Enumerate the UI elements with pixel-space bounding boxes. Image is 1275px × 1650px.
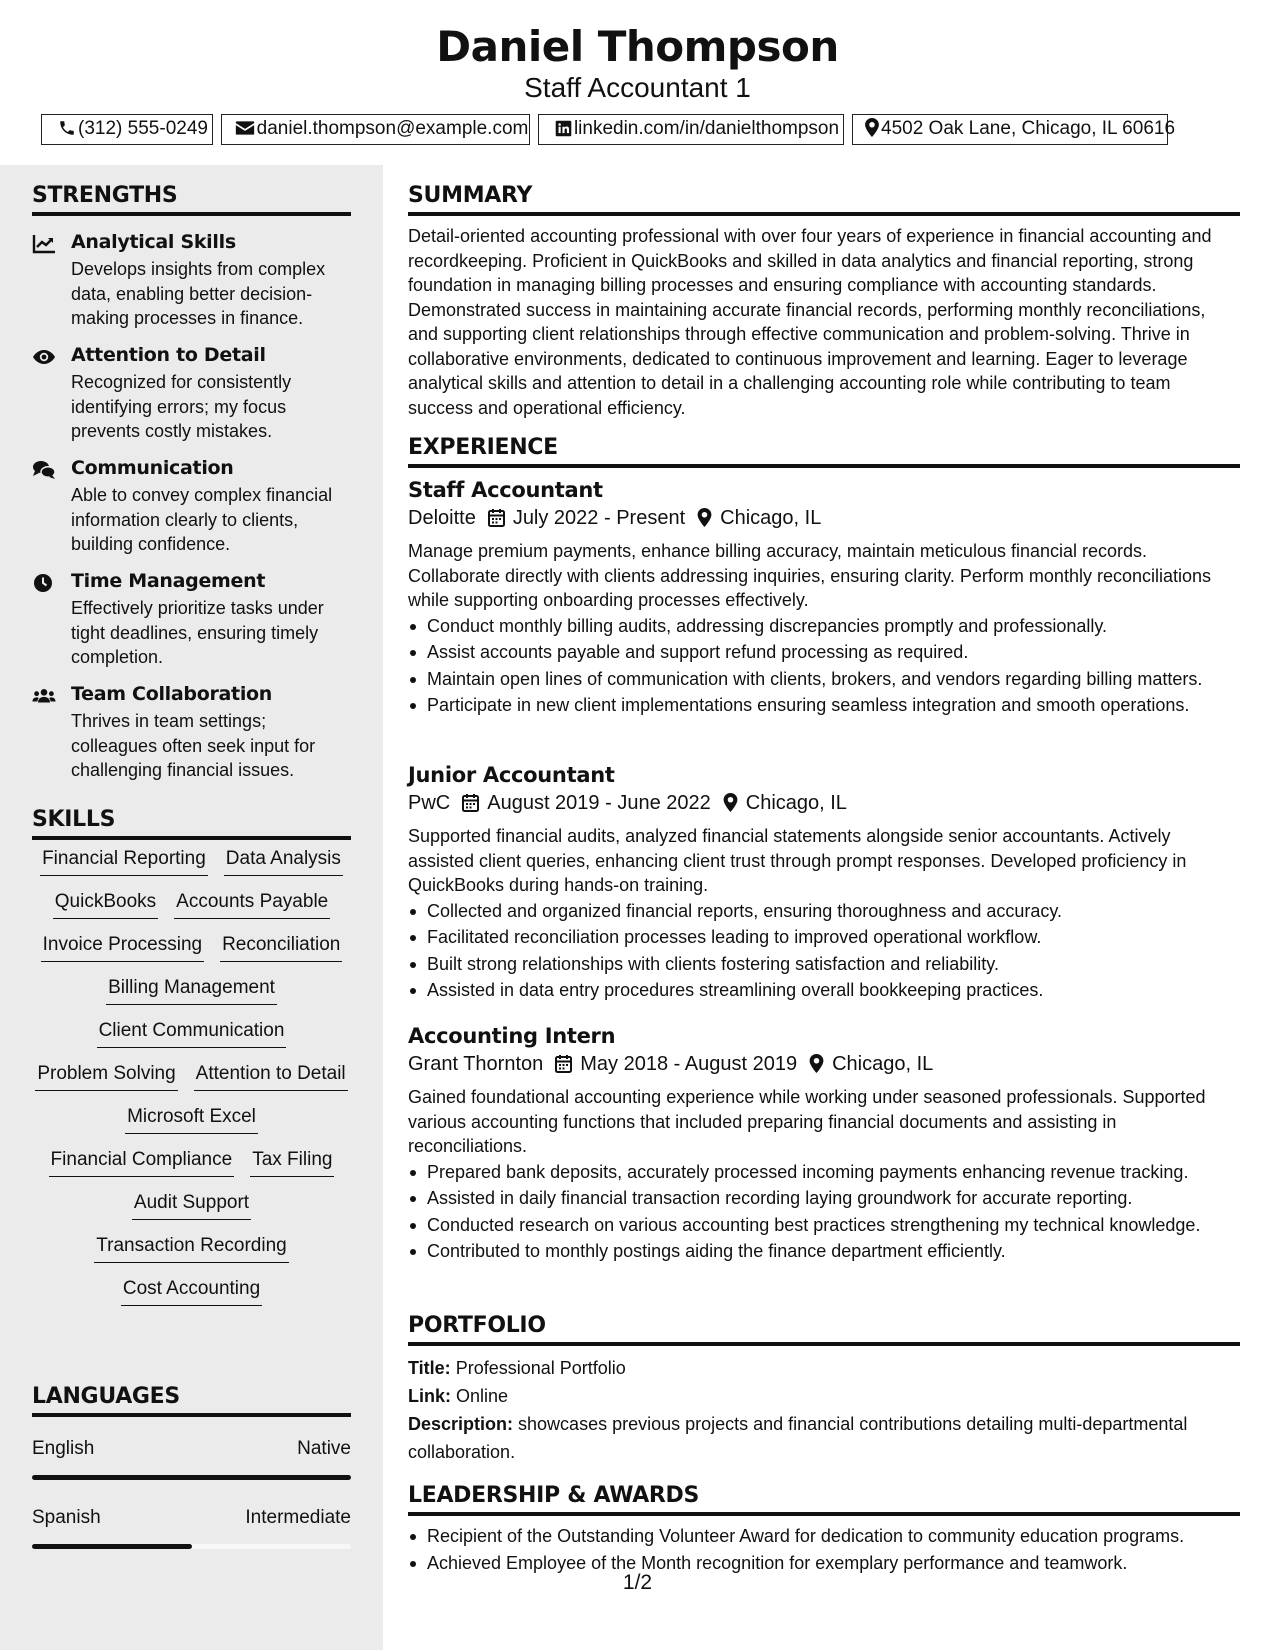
portfolio-title-label: Title: bbox=[408, 1358, 451, 1378]
strength-title: Time Management bbox=[71, 570, 266, 592]
awards-divider bbox=[408, 1512, 1240, 1516]
candidate-name: Daniel Thompson bbox=[436, 22, 839, 71]
skill-tag: Transaction Recording bbox=[94, 1234, 288, 1263]
skills-heading: SKILLS bbox=[32, 807, 116, 832]
skill-tag: Tax Filing bbox=[250, 1148, 334, 1177]
linkedin-icon bbox=[555, 120, 572, 137]
skills-row bbox=[32, 1019, 351, 1048]
contact-address[interactable] bbox=[852, 114, 1176, 145]
strengths-divider bbox=[32, 212, 351, 216]
job-dates: July 2022 - Present bbox=[512, 507, 686, 529]
language-proficiency-fill bbox=[32, 1544, 192, 1549]
job-location: Chicago, IL bbox=[720, 507, 822, 529]
skill-tag: Microsoft Excel bbox=[125, 1105, 258, 1134]
sidebar bbox=[0, 165, 383, 1650]
award-item: Achieved Employee of the Month recognition for exemplary performance and teamwork. bbox=[408, 1551, 1240, 1576]
map-pin-icon bbox=[809, 1054, 824, 1073]
skills-row bbox=[32, 1105, 351, 1134]
strength-title: Analytical Skills bbox=[71, 231, 236, 253]
job-bullet: Maintain open lines of communication with clients, brokers, and vendors regarding billing matters. bbox=[408, 667, 1240, 692]
skills-row bbox=[32, 890, 351, 919]
job-company: Grant Thornton bbox=[408, 1053, 544, 1075]
skill-tag: Client Communication bbox=[97, 1019, 287, 1048]
phone-icon bbox=[58, 119, 76, 137]
awards-list bbox=[408, 1524, 1240, 1575]
job-description: Manage premium payments, enhance billing accuracy, maintain meticulous financial records. Collaborate directly with clients addressing inquiries, ensuring clarity. Perform monthly reconciliations while supporting onboarding processes effectively. bbox=[408, 541, 1212, 610]
portfolio-link-row bbox=[408, 1382, 1240, 1410]
skills-row bbox=[32, 1191, 351, 1220]
job-bullet: Assist accounts payable and support refund processing as required. bbox=[408, 640, 1240, 665]
contact-email[interactable] bbox=[221, 114, 530, 145]
job-bullet: Collected and organized financial reports, ensuring thoroughness and accuracy. bbox=[408, 899, 1240, 924]
skills-row bbox=[32, 933, 351, 962]
experience-divider bbox=[408, 464, 1240, 468]
skills-row bbox=[32, 1277, 351, 1306]
experience-section bbox=[408, 435, 1240, 468]
strength-desc: Effectively prioritize tasks under tight deadlines, ensuring timely completion. bbox=[71, 598, 324, 667]
map-pin-icon bbox=[865, 118, 879, 137]
skill-tag: Cost Accounting bbox=[121, 1277, 262, 1306]
skills-row bbox=[32, 1148, 351, 1177]
skills-section bbox=[32, 807, 351, 1337]
skills-row bbox=[32, 847, 351, 876]
contact-linkedin-text: linkedin.com/in/danielthompson bbox=[573, 118, 840, 139]
portfolio-link-label: Link: bbox=[408, 1386, 451, 1406]
award-item: Recipient of the Outstanding Volunteer Award for dedication to community education programs. bbox=[408, 1524, 1240, 1549]
job-description: Gained foundational accounting experience while working under seasoned professionals. Supported various accounting functions that included preparing financial documents and assisting in reconciliations. bbox=[408, 1087, 1206, 1156]
skill-tag: Audit Support bbox=[132, 1191, 251, 1220]
portfolio-desc-value: showcases previous projects and financial contributions detailing multi-departmental collaboration. bbox=[408, 1414, 1188, 1462]
chart-line-icon bbox=[32, 234, 56, 254]
candidate-title: Staff Accountant 1 bbox=[524, 72, 751, 103]
job-bullets bbox=[408, 899, 1240, 1003]
envelope-icon bbox=[235, 119, 255, 137]
contact-phone[interactable] bbox=[41, 114, 213, 145]
skill-tag: Data Analysis bbox=[224, 847, 343, 876]
job-bullet: Conduct monthly billing audits, addressing discrepancies promptly and professionally. bbox=[408, 614, 1240, 639]
language-level: Intermediate bbox=[245, 1507, 351, 1528]
skill-tag: Attention to Detail bbox=[194, 1062, 348, 1091]
job-location: Chicago, IL bbox=[832, 1053, 934, 1075]
strength-title: Team Collaboration bbox=[71, 683, 273, 705]
language-proficiency-fill bbox=[32, 1475, 351, 1480]
skill-tag: Financial Reporting bbox=[40, 847, 208, 876]
skill-tag: Problem Solving bbox=[35, 1062, 177, 1091]
job-title: Staff Accountant bbox=[408, 478, 603, 502]
contact-address-text: 4502 Oak Lane, Chicago, IL 60616 bbox=[881, 118, 1176, 139]
job-dates: August 2019 - June 2022 bbox=[487, 792, 711, 814]
contact-email-text: daniel.thompson@example.com bbox=[256, 118, 529, 139]
job-title: Accounting Intern bbox=[408, 1024, 616, 1048]
portfolio-link[interactable]: Online bbox=[456, 1386, 509, 1406]
job-description: Supported financial audits, analyzed financial statements alongside senior accountants. Actively assisted client queries, enhancing client trust through prompt responses. Developed proficiency in QuickBooks during hands-on training. bbox=[408, 826, 1187, 895]
job-bullet: Built strong relationships with clients fostering satisfaction and reliability. bbox=[408, 952, 1240, 977]
skills-list bbox=[32, 807, 351, 1327]
language-proficiency-bar bbox=[32, 1475, 351, 1480]
language-name: English bbox=[32, 1438, 95, 1459]
skill-tag: Invoice Processing bbox=[41, 933, 204, 962]
strength-desc: Able to convey complex financial information clearly to clients, building confidence. bbox=[71, 485, 333, 554]
page-number: 1/2 bbox=[622, 1571, 653, 1594]
portfolio-title-row bbox=[408, 1354, 1240, 1382]
language-proficiency-bar bbox=[32, 1544, 351, 1549]
skills-row bbox=[32, 1234, 351, 1263]
summary-divider bbox=[408, 212, 1240, 216]
strength-desc: Develops insights from complex data, enabling better decision-making processes in finance. bbox=[71, 259, 326, 328]
calendar-icon bbox=[555, 1054, 572, 1073]
portfolio-desc-label: Description: bbox=[408, 1414, 514, 1434]
experience-heading: EXPERIENCE bbox=[408, 435, 558, 460]
users-icon bbox=[32, 686, 56, 706]
job-location: Chicago, IL bbox=[745, 792, 847, 814]
skills-row bbox=[32, 976, 351, 1005]
job-bullets bbox=[408, 1160, 1240, 1264]
job-meta bbox=[408, 789, 1240, 817]
job-meta bbox=[408, 504, 1240, 532]
job-bullet: Prepared bank deposits, accurately processed incoming payments enhancing revenue tracking. bbox=[408, 1160, 1240, 1185]
summary-section bbox=[408, 183, 1240, 420]
job-title: Junior Accountant bbox=[408, 763, 615, 787]
strength-title: Attention to Detail bbox=[71, 344, 266, 366]
strengths-heading: STRENGTHS bbox=[32, 183, 178, 208]
awards-section bbox=[408, 1483, 1240, 1577]
language-name: Spanish bbox=[32, 1507, 101, 1528]
job-dates: May 2018 - August 2019 bbox=[580, 1053, 798, 1075]
job-meta bbox=[408, 1050, 1240, 1078]
job-bullet: Facilitated reconciliation processes leading to improved operational workflow. bbox=[408, 925, 1240, 950]
summary-text: Detail-oriented accounting professional with over four years of experience in financial accounting and recordkeeping. Proficient in QuickBooks and skilled in data analytics and financial reporting, strong foundation in managing billing processes and ensuring compliance with accounting standards. Demonstrated success in maintaining accurate financial records, performing monthly reconciliations, and supporting client relationships through effective communication and problem-solving. Thrive in collaborative environments, dedicated to continuous improvement and learning. Eager to leverage analytical skills and attention to detail in a challenging accounting role while contributing to team success and operational efficiency. bbox=[408, 226, 1212, 418]
job-bullets bbox=[408, 614, 1240, 718]
language-level: Native bbox=[297, 1438, 351, 1459]
strength-title: Communication bbox=[71, 457, 234, 479]
job-bullet: Conducted research on various accounting best practices strengthening my technical knowledge. bbox=[408, 1213, 1240, 1238]
job-bullet: Contributed to monthly postings aiding the finance department efficiently. bbox=[408, 1239, 1240, 1264]
portfolio-heading: PORTFOLIO bbox=[408, 1313, 546, 1338]
portfolio-divider bbox=[408, 1342, 1240, 1346]
map-pin-icon bbox=[723, 793, 738, 812]
strength-desc: Thrives in team settings; colleagues often seek input for challenging financial issues. bbox=[71, 711, 316, 780]
skills-row bbox=[32, 1062, 351, 1091]
strengths-section bbox=[32, 183, 351, 780]
job-bullet: Assisted in daily financial transaction recording laying groundwork for accurate reporting. bbox=[408, 1186, 1240, 1211]
awards-heading: LEADERSHIP & AWARDS bbox=[408, 1483, 700, 1508]
contact-phone-text: (312) 555-0249 bbox=[78, 118, 208, 139]
calendar-icon bbox=[462, 793, 479, 812]
resume-header bbox=[0, 0, 1275, 165]
job-entry bbox=[408, 1024, 1240, 1266]
job-entry bbox=[408, 478, 1240, 720]
summary-heading: SUMMARY bbox=[408, 183, 533, 208]
contact-linkedin[interactable] bbox=[538, 114, 844, 145]
job-bullet: Assisted in data entry procedures streamlining overall bookkeeping practices. bbox=[408, 978, 1240, 1003]
skill-tag: Accounts Payable bbox=[174, 890, 330, 919]
portfolio-title-value: Professional Portfolio bbox=[455, 1358, 626, 1378]
portfolio-desc-row bbox=[408, 1410, 1240, 1466]
clock-icon bbox=[32, 573, 56, 593]
strength-desc: Recognized for consistently identifying errors; my focus prevents costly mistakes. bbox=[71, 372, 292, 441]
skill-tag: Billing Management bbox=[106, 976, 277, 1005]
contact-bar bbox=[0, 114, 1275, 145]
eye-icon bbox=[32, 347, 56, 367]
calendar-icon bbox=[488, 508, 505, 527]
comments-icon bbox=[32, 460, 56, 480]
skill-tag: Reconciliation bbox=[220, 933, 342, 962]
job-entry bbox=[408, 763, 1240, 1005]
job-bullet: Participate in new client implementations ensuring seamless integration and smooth operations. bbox=[408, 693, 1240, 718]
map-pin-icon bbox=[697, 508, 712, 527]
job-company: PwC bbox=[408, 792, 451, 814]
languages-divider bbox=[32, 1413, 351, 1417]
portfolio-section bbox=[408, 1313, 1240, 1466]
languages-section bbox=[32, 1384, 351, 1650]
skill-tag: Financial Compliance bbox=[49, 1148, 235, 1177]
job-company: Deloitte bbox=[408, 507, 476, 529]
skill-tag: QuickBooks bbox=[53, 890, 158, 919]
languages-heading: LANGUAGES bbox=[32, 1384, 180, 1409]
